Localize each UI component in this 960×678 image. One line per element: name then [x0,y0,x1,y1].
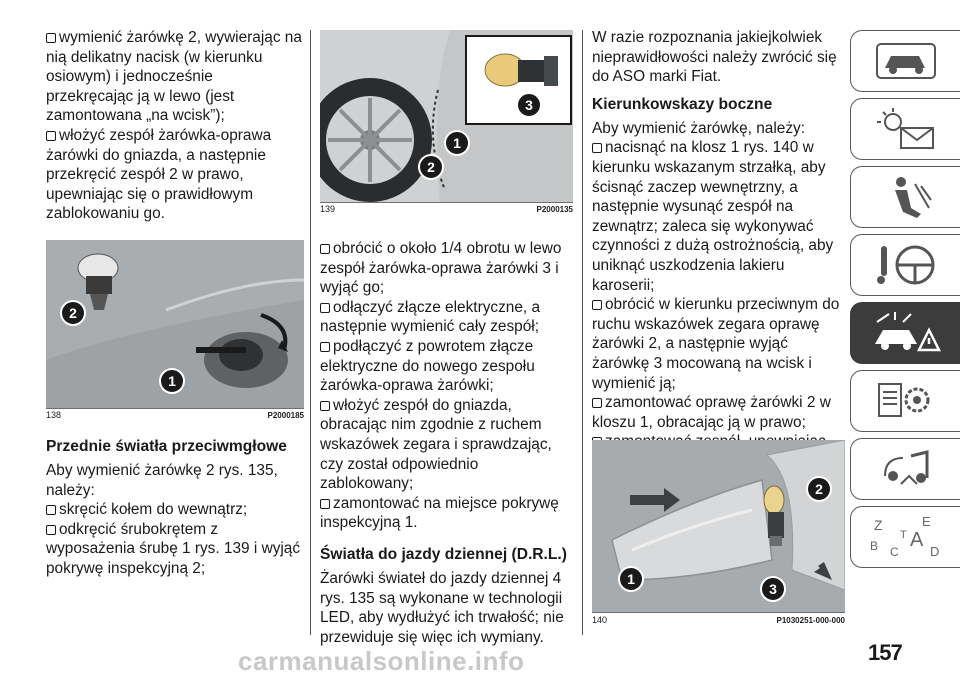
paragraph: obrócić o około 1/4 obrotu w lewo zespół żarówka-oprawa żarówki 3 i wyjąć go; [320,240,562,297]
watermark: carmanualsonline.info [238,646,525,676]
paragraph: wymienić żarówkę 2, wywierając na nią delikatny nacisk (w kierunku osiowym) i jednocześnie przekręcając ją w lewo (jest zamontowana „na wcisk”); [46,29,302,125]
callout-1: 1 [618,566,644,592]
column-divider [310,30,311,635]
section-heading: Światła do jazdy dziennej (D.R.L.) [320,545,567,563]
figure-caption [320,202,573,217]
tab-maintenance[interactable] [850,370,960,432]
figure-code: P2000185 [267,411,304,421]
svg-text:A: A [909,529,923,551]
seat-safety-icon [871,174,941,220]
callout-3: 3 [760,576,786,602]
column-left [46,28,304,579]
section-heading: Kierunkowskazy boczne [592,95,773,113]
paragraph: W razie rozpoznania jakiejkolwiek nieprawidłowości należy zwrócić się do ASO marki Fiat. [592,29,837,86]
callout-2: 2 [418,154,444,180]
figure-number: 138 [46,410,62,421]
page-number: 157 [868,640,902,665]
checkbox-bullet-icon [320,303,330,313]
checkbox-bullet-icon [46,505,56,515]
section-heading: Przednie światła przeciwmgłowe [46,437,287,455]
column-divider [582,30,583,635]
paragraph: odkręcić śrubokrętem z wyposażenia śrubę 1 rys. 139 i wyjąć pokrywę inspekcyjną 2; [46,520,301,577]
paragraph: włożyć zespół żarówka-oprawa żarówki do gniazda, a następnie przekręcić zespół 2 w prawo, upewniając się o prawidłowym zablokowaniu go. [46,126,272,223]
figure-code: P1030251-000-000 [776,615,845,625]
checkbox-bullet-icon [46,33,56,43]
column-right [592,28,845,491]
index-icon [866,512,946,562]
tab-emergency[interactable] [850,302,960,364]
chapter-tabs [850,30,960,574]
checkbox-bullet-icon [592,398,602,408]
car-dashboard-icon [871,38,941,84]
callout-1: 1 [444,130,470,156]
checkbox-bullet-icon [592,300,602,310]
column-middle [320,30,573,647]
tab-car-dashboard[interactable] [850,30,960,92]
figure-140 [592,440,845,612]
paragraph: włożyć zespół do gniazda, obracając nim zgodnie z ruchem wskazówek zegara i sprawdzając, czy został odpowiednio zablokowany; [320,396,552,493]
checkbox-bullet-icon [320,499,330,509]
svg-text:E: E [921,514,931,529]
paragraph: Aby wymienić żarówkę, należy: [592,119,805,137]
figure-number: 139 [320,204,336,215]
checkbox-bullet-icon [46,131,56,141]
warning-lights-icon [871,106,941,152]
paragraph: obrócić w kierunku przeciwnym do ruchu wskazówek zegara oprawę żarówki 2, a następnie wyjąć żarówkę 3 mocowaną na wcisk i wymienić ją; [592,296,840,392]
paragraph: Żarówki świateł do jazdy dziennej 4 rys. 135 są wykonane w technologii LED, aby wydłużyć ich trwałość; nie przewiduje się więc ich wymiany. [320,569,564,646]
tab-warning-lights[interactable] [850,98,960,160]
tab-seat-safety[interactable] [850,166,960,228]
callout-2: 2 [60,300,86,326]
callout-3: 3 [516,92,542,118]
svg-text:C: C [889,545,899,559]
svg-text:D: D [929,544,939,559]
tab-multimedia[interactable] [850,438,960,500]
multimedia-icon [871,446,941,492]
paragraph: zamontować oprawę żarówki 2 w kloszu 1, obracając ją w prawo; [592,394,831,431]
tab-steering-wheel[interactable] [850,234,960,296]
paragraph: nacisnąć na klosz 1 rys. 140 w kierunku wskazanym strzałką, aby ścisnąć zaczep wewnętrzny, a następnie wysunąć zespół na zewnątrz; zaleca się wykonywać czynności z dużą ostrożnością, aby uniknąć uszkodzenia lakieru karoserii; [592,139,834,294]
paragraph: skręcić kołem do wewnątrz; [46,500,304,520]
checkbox-bullet-icon [320,401,330,411]
steering-wheel-icon [871,242,941,288]
emergency-icon [871,310,941,356]
checkbox-bullet-icon [46,525,56,535]
tab-index[interactable] [850,506,960,568]
figure-caption [46,408,304,423]
callout-1: 1 [159,368,185,394]
paragraph: odłączyć złącze elektryczne, a następnie wymienić cały zespół; [320,298,541,336]
figure-caption [592,612,845,627]
checkbox-bullet-icon [592,143,602,153]
figure-140-wrapper [592,440,845,627]
paragraph: Aby wymienić żarówkę 2 rys. 135, należy: [46,461,278,499]
maintenance-icon [871,378,941,424]
svg-text:B: B [869,539,878,553]
checkbox-bullet-icon [320,244,330,254]
figure-139 [320,30,573,202]
figure-number: 140 [592,615,608,625]
paragraph: podłączyć z powrotem złącze elektryczne do nowego zespołu żarówka-oprawa żarówki; [320,337,535,395]
figure-138 [46,240,304,408]
checkbox-bullet-icon [320,342,330,352]
svg-text:Z: Z [873,517,883,533]
svg-text:T: T [899,529,907,541]
figure-code: P2000135 [536,205,573,215]
paragraph: zamontować na miejsce pokrywę inspekcyjną 1. [320,494,559,532]
callout-2: 2 [806,476,832,502]
